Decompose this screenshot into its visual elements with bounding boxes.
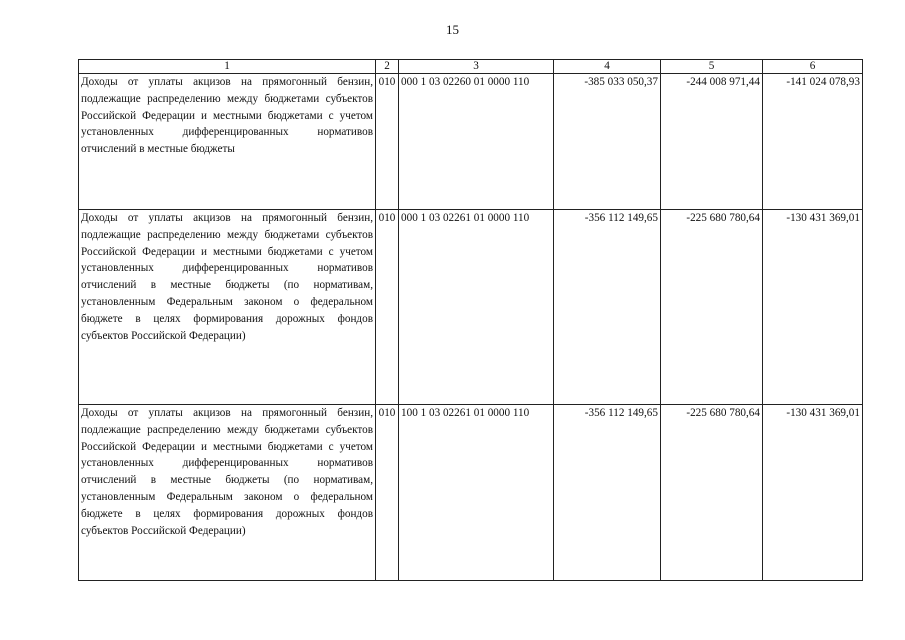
table-header (79, 60, 863, 74)
column-header-4: 4 (554, 60, 661, 74)
row-value-col4: -356 112 149,65 (554, 405, 661, 581)
row-value-col5: -225 680 780,64 (661, 210, 763, 405)
row-description: Доходы от уплаты акцизов на прямогонный бензин, подлежащие распределению между бюджетами субъектов Российской Федерации и местными бюджетами с учетом установленных дифференцированных нормативов отчислений в местные бюджеты (по нормативам, установленным Федеральным законом о федеральном бюджете в целях формирования дорожных фондов субъектов Российской Федерации) (79, 405, 376, 581)
page-number: 15 (446, 22, 459, 37)
table-row (79, 74, 863, 210)
table-body (79, 74, 863, 581)
column-header-3: 3 (399, 60, 554, 74)
row-value-col4: -356 112 149,65 (554, 210, 661, 405)
row-value-col6: -141 024 078,93 (763, 74, 863, 210)
table-row (79, 405, 863, 581)
budget-table (78, 59, 863, 581)
table-row (79, 210, 863, 405)
row-kbk-code: 000 1 03 02260 01 0000 110 (399, 74, 554, 210)
row-value-col5: -225 680 780,64 (661, 405, 763, 581)
row-value-col6: -130 431 369,01 (763, 210, 863, 405)
row-value-col6: -130 431 369,01 (763, 405, 863, 581)
column-header-5: 5 (661, 60, 763, 74)
row-kbk-code: 000 1 03 02261 01 0000 110 (399, 210, 554, 405)
column-header-1: 1 (79, 60, 376, 74)
row-value-col5: -244 008 971,44 (661, 74, 763, 210)
header-row (79, 60, 863, 74)
column-header-6: 6 (763, 60, 863, 74)
row-description: Доходы от уплаты акцизов на прямогонный бензин, подлежащие распределению между бюджетами субъектов Российской Федерации и местными бюджетами с учетом установленных дифференцированных нормативов отчислений в местные бюджеты (79, 74, 376, 210)
row-description: Доходы от уплаты акцизов на прямогонный бензин, подлежащие распределению между бюджетами субъектов Российской Федерации и местными бюджетами с учетом установленных дифференцированных нормативов отчислений в местные бюджеты (по нормативам, установленным Федеральным законом о федеральном бюджете в целях формирования дорожных фондов субъектов Российской Федерации) (79, 210, 376, 405)
column-header-2: 2 (376, 60, 399, 74)
row-value-col4: -385 033 050,37 (554, 74, 661, 210)
row-admin-code: 010 (376, 210, 399, 405)
row-kbk-code: 100 1 03 02261 01 0000 110 (399, 405, 554, 581)
row-admin-code: 010 (376, 74, 399, 210)
row-admin-code: 010 (376, 405, 399, 581)
